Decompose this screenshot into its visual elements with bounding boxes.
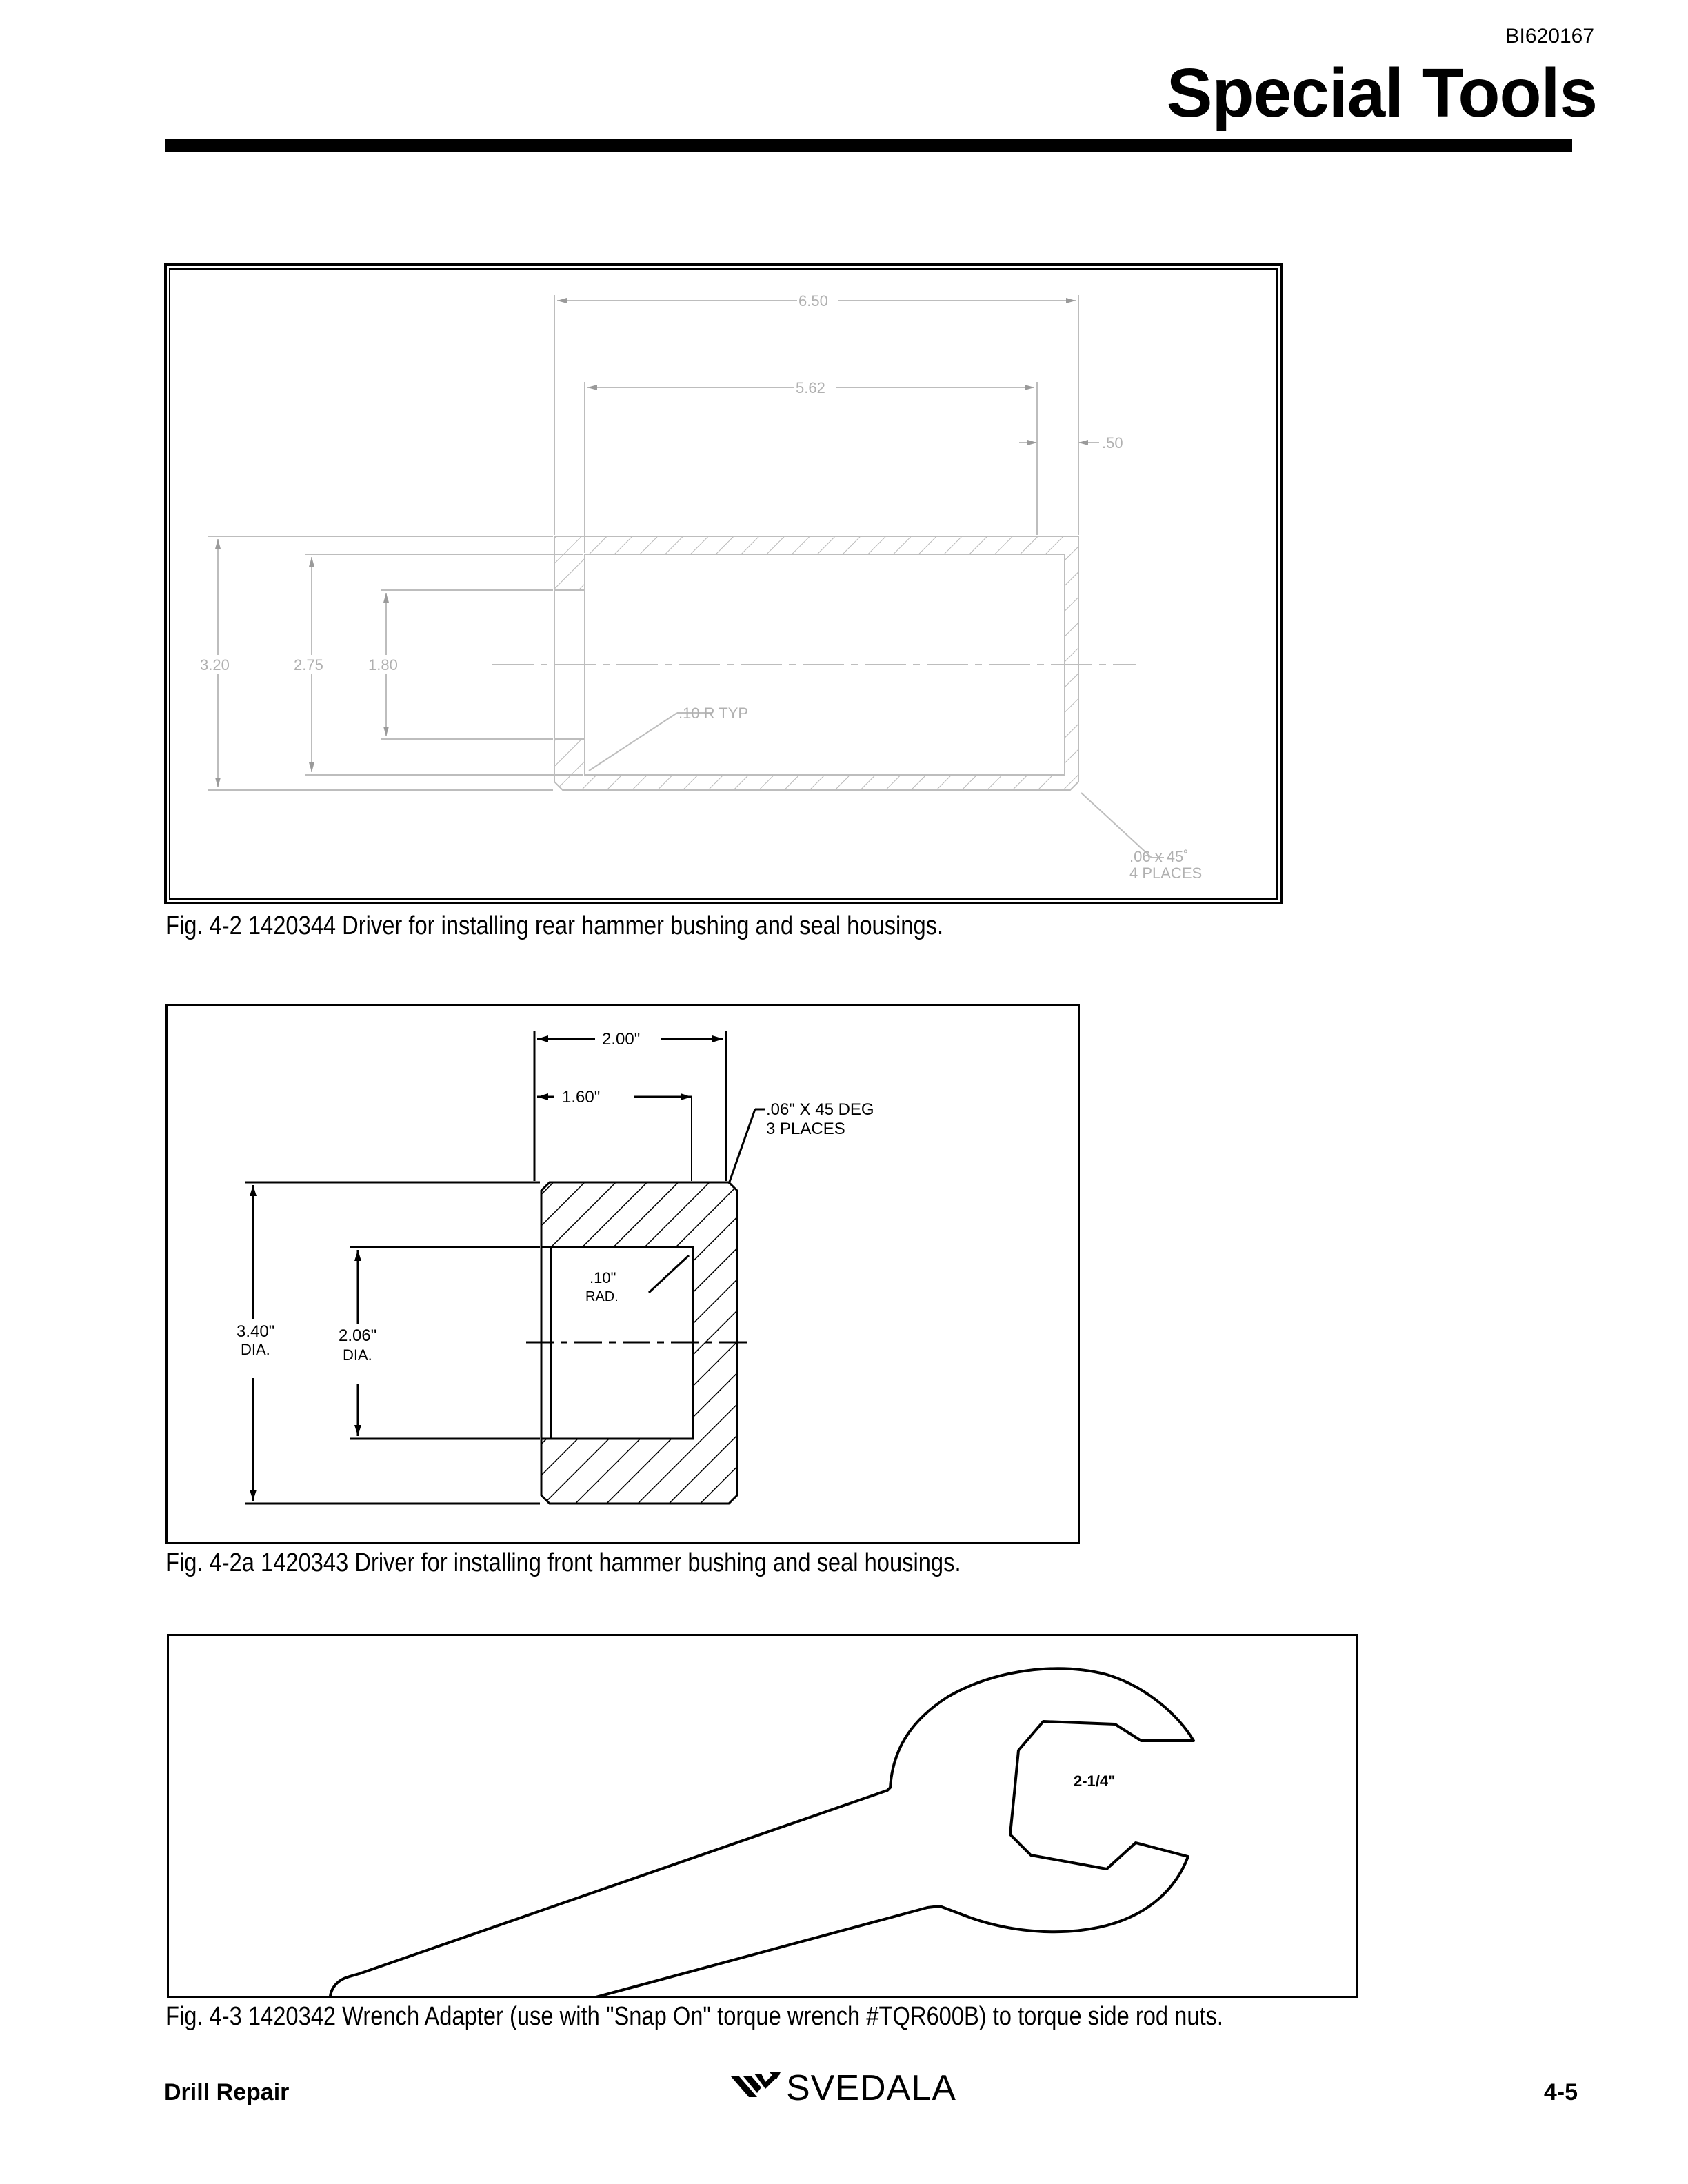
svedala-logo-text: SVEDALA	[786, 2068, 956, 2108]
dim-outer-diameter-2: DIA.	[241, 1341, 270, 1358]
page-number: 4-5	[1543, 2079, 1578, 2105]
dim-radius-note-1: .10"	[590, 1269, 616, 1286]
svedala-logo-mark-icon	[731, 2072, 781, 2097]
dim-inner-diameter-1: 2.06"	[339, 1326, 377, 1345]
figure-4-2-frame	[164, 263, 1283, 904]
figure-4-2-caption: Fig. 4-2 1420344 Driver for installing rear hammer bushing and seal housings.	[165, 911, 944, 940]
figure-4-2a-frame	[165, 1004, 1080, 1544]
figure-4-3-drawing	[169, 1636, 1356, 1996]
dim-overall-length: 2.00"	[602, 1030, 641, 1049]
page-title: Special Tools	[1166, 54, 1597, 132]
header-rule	[165, 139, 1572, 152]
dim-radius-note: .10 R TYP	[679, 705, 749, 722]
svedala-logo	[730, 2067, 992, 2108]
dim-inner-length: 1.60"	[562, 1088, 601, 1106]
dim-outer-diameter-1: 3.40"	[237, 1322, 275, 1341]
document-id: BI620167	[1505, 25, 1594, 48]
dim-outer-diameter: 3.20	[200, 656, 230, 674]
figure-4-2a-drawing	[168, 1006, 1078, 1542]
dim-wall: .50	[1102, 434, 1123, 452]
dim-chamfer-note-2: 3 PLACES	[766, 1120, 845, 1138]
figure-4-3-frame	[167, 1634, 1358, 1998]
figure-4-2a-caption: Fig. 4-2a 1420343 Driver for installing front hammer bushing and seal housings.	[165, 1548, 961, 1577]
footer-section: Drill Repair	[164, 2079, 290, 2105]
dim-radius-note-2: RAD.	[585, 1289, 619, 1304]
dim-inner-length: 5.62	[796, 379, 825, 396]
figure-4-3-caption: Fig. 4-3 1420342 Wrench Adapter (use with "Snap On" torque wrench #TQR600B) to torque side rod nuts.	[165, 2002, 1223, 2031]
dim-jaw-size: 2-1/4"	[1074, 1772, 1116, 1790]
dim-chamfer-note-1: .06" X 45 DEG	[766, 1100, 874, 1119]
dim-mid-diameter: 2.75	[294, 656, 323, 674]
figure-4-2-drawing	[167, 266, 1280, 902]
dim-overall-length: 6.50	[798, 292, 828, 310]
dim-inner-diameter-2: DIA.	[343, 1346, 372, 1364]
dim-chamfer-note-1: .06 x 45˚	[1129, 848, 1189, 865]
dim-chamfer-note-2: 4 PLACES	[1129, 865, 1203, 882]
dim-inner-diameter: 1.80	[368, 656, 398, 674]
